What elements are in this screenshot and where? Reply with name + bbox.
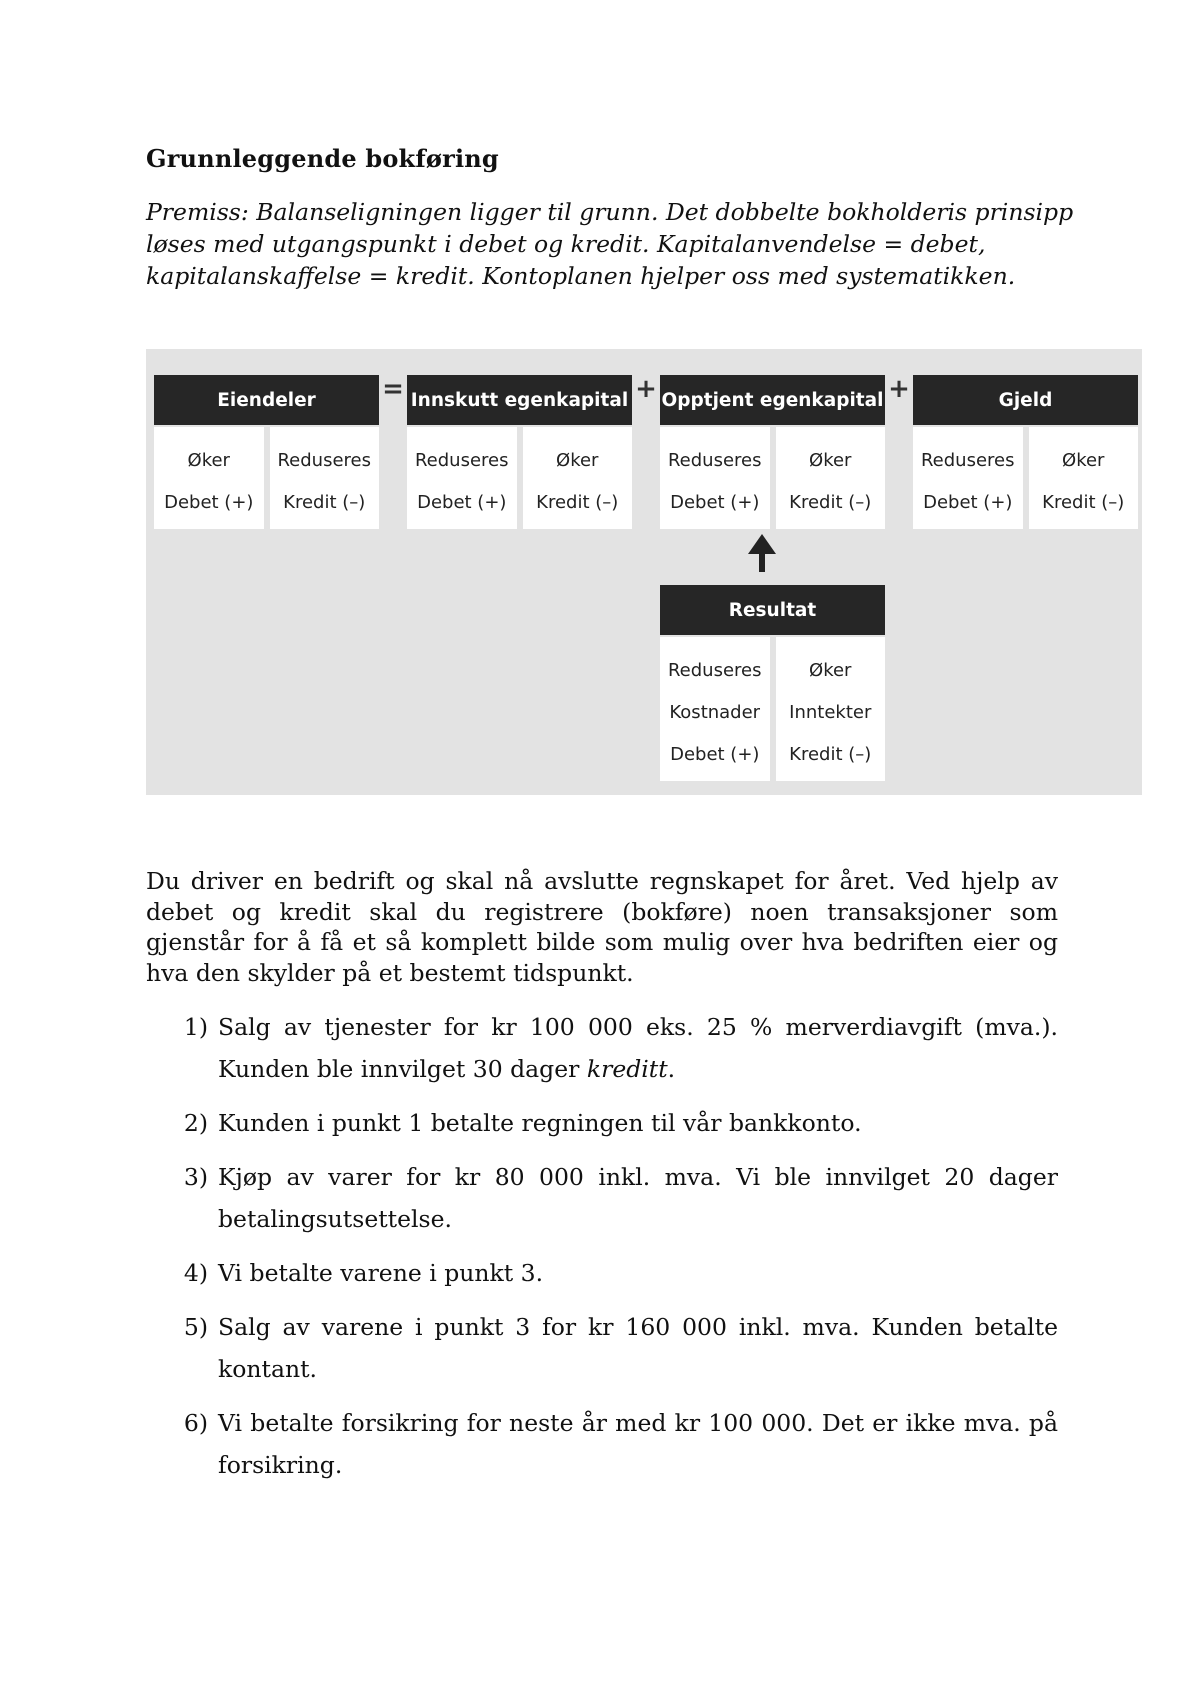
list-item bbox=[146, 1102, 1058, 1144]
plus-sign: + bbox=[888, 374, 910, 404]
cell-text: Kredit (–) bbox=[283, 491, 366, 513]
box-opptjent-egenkapital bbox=[660, 375, 885, 529]
box-right-column bbox=[523, 427, 633, 529]
list-text: Salg av varene i punkt 3 for kr 160 000 inkl. mva. Kunden betalte kontant. bbox=[218, 1313, 1058, 1383]
list-text: Vi betalte forsikring for neste år med kr 100 000. Det er ikke mva. på forsikring. bbox=[218, 1409, 1058, 1479]
list-number: 4) bbox=[183, 1259, 208, 1287]
document-title: Grunnleggende bokføring bbox=[146, 144, 499, 173]
cell-text: Reduseres bbox=[414, 449, 509, 471]
cell-text: Reduseres bbox=[667, 449, 762, 471]
list-item bbox=[146, 1306, 1058, 1390]
list-number: 6) bbox=[183, 1409, 208, 1437]
box-innskutt-egenkapital bbox=[407, 375, 632, 529]
box-resultat bbox=[660, 585, 885, 781]
box-left-column bbox=[913, 427, 1023, 529]
cell-text: Kredit (–) bbox=[536, 491, 619, 513]
cell-text: Reduseres bbox=[920, 449, 1015, 471]
cell-text: Kredit (–) bbox=[789, 491, 872, 513]
cell-text: Inntekter bbox=[789, 701, 872, 723]
cell-text: Øker bbox=[1062, 449, 1105, 471]
cell-text: Debet (+) bbox=[923, 491, 1013, 513]
cell-text: Debet (+) bbox=[164, 491, 254, 513]
plus-sign: + bbox=[635, 374, 657, 404]
box-left-column bbox=[660, 427, 770, 529]
box-title: Opptjent egenkapital bbox=[660, 375, 885, 425]
box-eiendeler bbox=[154, 375, 379, 529]
intro-paragraph: Du driver en bedrift og skal nå avslutte regnskapet for året. Ved hjelp av debet og kredit skal du registrere (bokføre) noen transaksjoner som gjenstår for å få et så komplett bilde som mulig over hva bedriften eier og hva den skylder på et bestemt tidspunkt. bbox=[146, 867, 1058, 987]
arrow-up-icon bbox=[746, 532, 778, 574]
list-number: 1) bbox=[183, 1013, 208, 1041]
box-title: Innskutt egenkapital bbox=[407, 375, 632, 425]
list-text-end: . bbox=[667, 1055, 676, 1083]
box-title: Gjeld bbox=[913, 375, 1138, 425]
list-text-emphasis: kreditt bbox=[586, 1055, 668, 1083]
list-text: Kunden i punkt 1 betalte regningen til vår bankkonto. bbox=[218, 1109, 862, 1137]
box-title: Eiendeler bbox=[154, 375, 379, 425]
list-item bbox=[146, 1156, 1058, 1240]
list-item bbox=[146, 1006, 1058, 1090]
box-left-column bbox=[154, 427, 264, 529]
cell-text: Debet (+) bbox=[417, 491, 507, 513]
list-number: 5) bbox=[183, 1313, 208, 1341]
balance-equation-diagram bbox=[146, 349, 1142, 795]
list-text: Vi betalte varene i punkt 3. bbox=[218, 1259, 544, 1287]
list-number: 3) bbox=[183, 1163, 208, 1191]
box-title: Resultat bbox=[660, 585, 885, 635]
cell-text: Debet (+) bbox=[670, 491, 760, 513]
list-text bbox=[218, 1006, 1058, 1090]
cell-text: Reduseres bbox=[277, 449, 371, 471]
box-gjeld bbox=[913, 375, 1138, 529]
list-number: 2) bbox=[183, 1109, 208, 1137]
premise-paragraph: Premiss: Balanseligningen ligger til grunn. Det dobbelte bokholderis prinsipp løses med utgangspunkt i debet og kredit. Kapitalanvendelse = debet, kapitalanskaffelse = kredit. Kontoplanen hjelper oss med systematikken. bbox=[146, 198, 1074, 290]
cell-text: Reduseres bbox=[667, 659, 762, 681]
cell-text: Debet (+) bbox=[670, 743, 760, 765]
list-text: Kjøp av varer for kr 80 000 inkl. mva. Vi ble innvilget 20 dager betalingsutsettelse. bbox=[218, 1163, 1058, 1233]
task-list bbox=[146, 1006, 1058, 1498]
list-item bbox=[146, 1252, 1058, 1294]
cell-text: Øker bbox=[187, 449, 230, 471]
box-right-column bbox=[270, 427, 380, 529]
cell-text: Kredit (–) bbox=[1042, 491, 1125, 513]
cell-text: Kredit (–) bbox=[789, 743, 872, 765]
cell-text: Øker bbox=[556, 449, 599, 471]
box-left-column bbox=[407, 427, 517, 529]
box-left-column bbox=[660, 637, 770, 781]
equals-sign: = bbox=[382, 374, 404, 404]
cell-text: Øker bbox=[809, 659, 852, 681]
list-item bbox=[146, 1402, 1058, 1486]
cell-text: Øker bbox=[809, 449, 852, 471]
list-text-main: Salg av tjenester for kr 100 000 eks. 25 % merverdiavgift (mva.). Kunden ble innvilget 30 dager bbox=[218, 1013, 1058, 1083]
cell-text: Kostnader bbox=[669, 701, 761, 723]
box-right-column bbox=[776, 427, 886, 529]
box-right-column bbox=[776, 637, 886, 781]
box-right-column bbox=[1029, 427, 1139, 529]
